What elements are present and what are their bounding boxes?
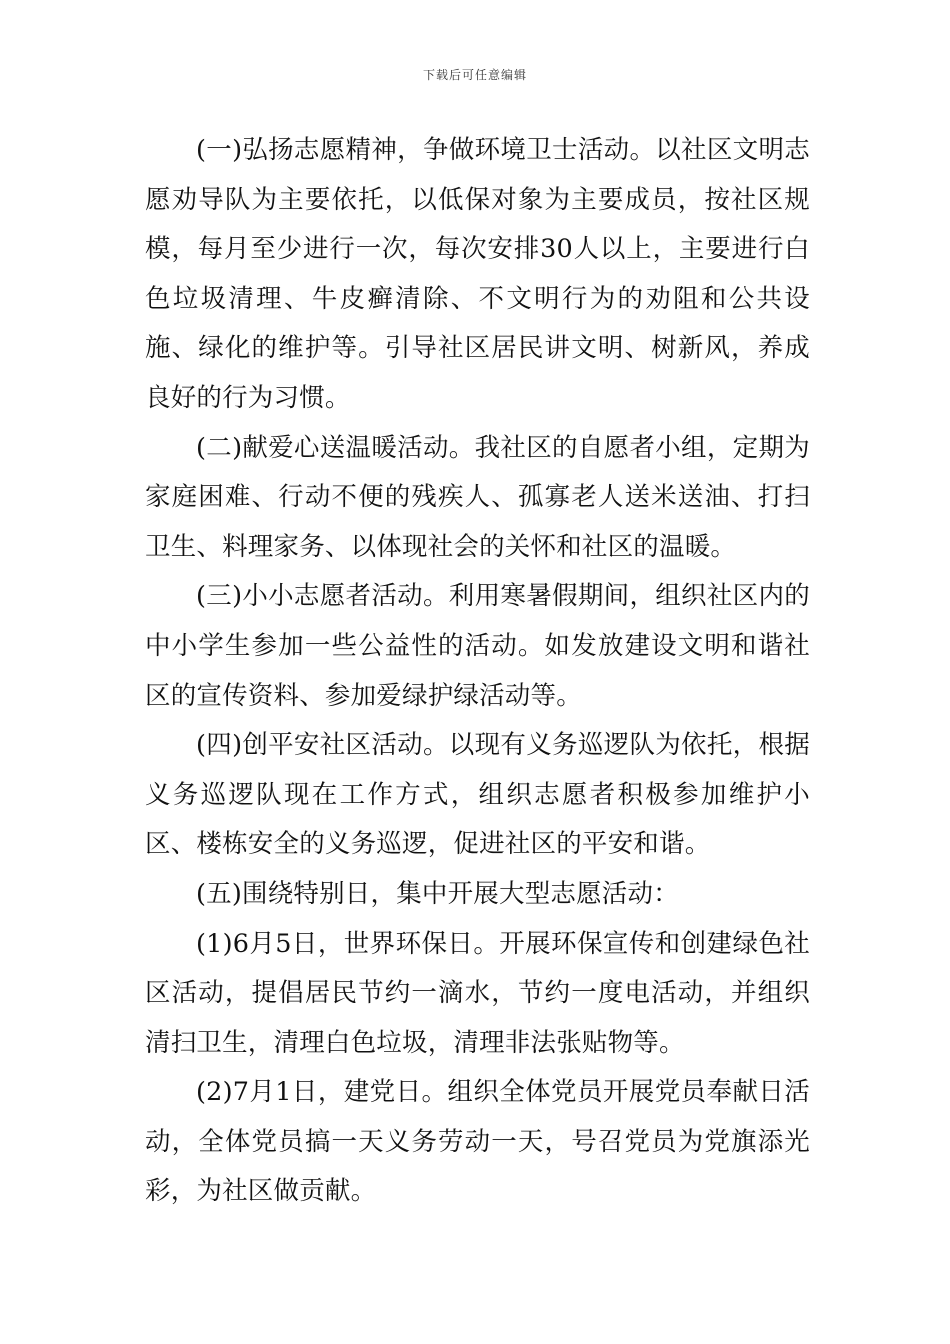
header-note: 下载后可任意编辑 [422,68,527,82]
paragraph-volunteer-environment: (一)弘扬志愿精神，争做环境卫士活动。以社区文明志愿劝导队为主要依托，以低保对象为主要成员，按社区规模，每月至少进行一次，每次安排30人以上，主要进行白色垃圾清理、牛皮癣清除、不文明行为的劝阻和公共设施、绿化的维护等。引导社区居民讲文明、树新风，养成良好的行为习惯。 [145,135,810,413]
paragraph-young-volunteers: (三)小小志愿者活动。利用寒暑假期间，组织社区内的中小学生参加一些公益性的活动。如发放建设文明和谐社区的宣传资料、参加爱绿护绿活动等。 [145,581,810,711]
paragraph-special-days: (五)围绕特别日，集中开展大型志愿活动： [196,878,679,909]
paragraph-safe-community: (四)创平安社区活动。以现有义务巡逻队为依托，根据义务巡逻队现在工作方式，组织志愿者积极参加维护小区、楼栋安全的义务巡逻，促进社区的平安和谐。 [145,730,810,860]
document-body [145,126,810,1217]
paragraph-environment-day: (1)6月5日，世界环保日。开展环保宣传和创建绿色社区活动，提倡居民节约一滴水，节约一度电活动，并组织清扫卫生，清理白色垃圾，清理非法张贴物等。 [145,928,810,1058]
paragraph-care-warmth: (二)献爱心送温暖活动。我社区的自愿者小组，定期为家庭困难、行动不便的残疾人、孤寡老人送米送油、打扫卫生、料理家务、以体现社会的关怀和社区的温暖。 [145,432,810,562]
paragraph-party-day: (2)7月1日，建党日。组织全体党员开展党员奉献日活动，全体党员搞一天义务劳动一天，号召党员为党旗添光彩，为社区做贡献。 [145,1077,810,1207]
